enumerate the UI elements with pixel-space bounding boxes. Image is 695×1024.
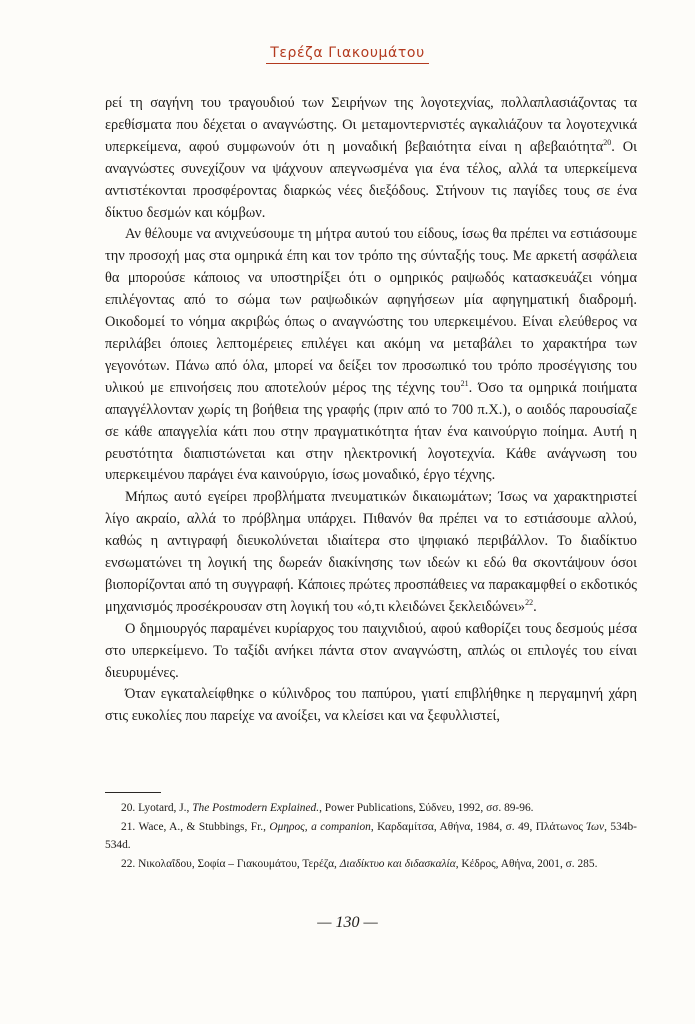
paragraph-2: Αν θέλουμε να ανιχνεύσουμε τη μήτρα αυτού του είδους, ίσως θα πρέπει να εστιάσουμε την προσοχή μας στα ομηρικά έπη και τον τρόπο της σύνταξής τους. Με αρκετή ασφάλεια θα μπορούσε κάποιος να υποστηρίξει ότι ο ομηρικός ραψωδός κατασκευάζει νόημα επιλέγοντας από το σώμα των ραψωδικών αφηγήσεων μία αφηγηματική διαδρομή. Οικοδομεί το νόημα ακριβώς όπως ο αναγνώστης του υπερκειμένου. Είναι ελεύθερος να περιλάβει όποιες λεπτομέρειες επιλέγει και ακόμη να μεταβάλει το χαρακτήρα των γεγονότων. Πάνω από όλα, μπορεί να δείξει τον προσωπικό του τρόπο προσέγγισης του υλικού με επινοήσεις που αποτελούν μέρος της τέχνης του$^{21}$. Όσο τα ομηρικά ποιήματα απαγγέλλονταν χωρίς τη βοήθεια της γραφής (πριν από το 700 π.Χ.), ο αοιδός παρουσίαζε σε κάθε απαγγελία κάτι που στην πραγματικότητα ήταν ένα καινούργιο ποίημα. Αυτή η ρευστότητα διαπιστώνεται και στην ηλεκτρονική λογοτεχνία. Κάθε ανάγνωση του υπερκειμένου παράγει ένα καινούργιο, ίσως μοναδικό, έργο τέχνης. <box>105 226 637 484</box>
running-head-title: Τερέζα Γιακουμάτου <box>266 45 429 64</box>
footnotes <box>105 799 637 873</box>
footnote-21: 21. Wace, A., & Stubbings, Fr., Ομηρος, a companion, Καρδαμίτσα, Αθήνα, 1984, σ. 49, Πλάτωνος Ίων, 534b-534d. <box>105 820 637 852</box>
footnote-22: 22. Νικολαΐδου, Σοφία – Γιακουμάτου, Τερέζα, Διαδίκτυο και διδασκαλία, Κέδρος, Αθήνα, 2001, σ. 285. <box>121 857 598 870</box>
footnote-ref-20[interactable]: 20 <box>603 138 612 148</box>
page-number: — 130 — <box>317 914 378 931</box>
body-text <box>105 93 637 728</box>
footnote-rule <box>105 792 161 793</box>
footnote-ref-21[interactable]: 21 <box>460 378 469 388</box>
paragraph-4: Ο δημιουργός παραμένει κυρίαρχος του παιχνιδιού, αφού καθορίζει τους δεσμούς μέσα στο υπερκείμενο. Το ταξίδι ανήκει πάντα στον αναγνώστη, απλώς οι επιλογές του είναι διευρυμένες. <box>105 620 637 681</box>
paragraph-5: Όταν εγκαταλείφθηκε ο κύλινδρος του παπύρου, γιατί επιβλήθηκε η περγαμηνή χάρη στις ευκολίες που παρείχε να ανοίξει, να κλείσει και να ξεφυλλιστεί, <box>105 686 637 725</box>
paragraph-1: ρεί τη σαγήνη του τραγουδιού των Σειρήνων της λογοτεχνίας, πολλαπλασιάζοντας τα ερεθίσματα που δέχεται ο αναγνώστης. Οι μεταμοντερνιστές αγκαλιάζουν τα λογοτεχνικά υπερκείμενα, αφού συμφωνούν ότι η μοναδική βεβαιότητα είναι η αβεβαιότητα$^{20}$. Οι αναγνώστες συνεχίζουν να ψάχνουν απεγνωσμένα για ένα τέλος, αλλά τα υπερκείμενα αντιστέκονται προσφέροντας διαρκώς νέες διεξόδους. Στήνουν τις παγίδες τους σε ένα δίκτυο δεσμών και κόμβων. <box>105 95 637 221</box>
footnote-ref-22[interactable]: 22 <box>525 598 534 608</box>
footnote-20: 20. Lyotard, J., The Postmodern Explained., Power Publications, Σύδνευ, 1992, σσ. 89-96. <box>121 802 534 814</box>
running-head <box>0 44 695 62</box>
paragraph-3: Μήπως αυτό εγείρει προβλήματα πνευματικών δικαιωμάτων; Ίσως να χαρακτηριστεί λίγο ακραίο, αλλά το πρόβλημα υπάρχει. Πιθανόν θα πρέπει να το εστιάσουμε αλλού, καθώς η αντιγραφή διευκολύνεται ιδιαίτερα στο ψηφιακό περιβάλλον. Το διαδίκτυο ενσωματώνει τη λογική της δωρεάν διακίνησης των ιδεών κι εδώ θα σκοντάψουν όσοι βιοπορίζονται από τη συγγραφή. Κάποιες πρώτες προσπάθειες να παρακαμφθεί ο εκδοτικός μηχανισμός προσέκρουσαν στη λογική του «ό,τι κλειδώνει ξεκλειδώνει»$^{22}$. <box>105 489 637 615</box>
